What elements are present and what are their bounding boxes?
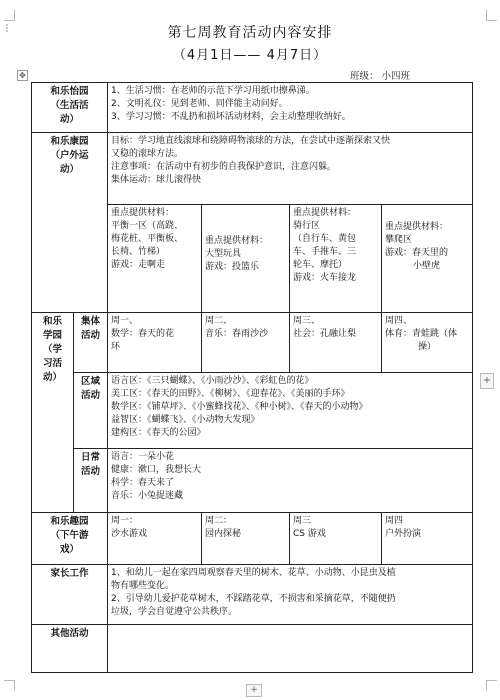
row-xueyuan-area: [32, 373, 473, 449]
row-xueyuan-daily: [32, 449, 473, 513]
sub-label-group: 集体 活动: [74, 313, 108, 373]
zone-cell: 重点提供材料： 攀爬区 游戏：春天里的 小壁虎: [382, 205, 473, 313]
zone-cell: 重点提供材料： 大型玩具 游戏：投篮乐: [202, 205, 290, 313]
parents-content: 1、和幼儿一起在家四周观察春天里的树木、花草、小动物、小昆虫及植 物有哪些变化。 2、引导幼儿爱护花草树木，不踩踏花草，不损害和采摘花草，不随便扔 垃圾，学会自觉遵守公共秩序。: [108, 565, 473, 625]
other-content: [108, 625, 473, 673]
afternoon-day-cell: 周一： 沙水游戏: [108, 513, 202, 565]
section-label-other: 其他活动: [32, 625, 108, 673]
afternoon-day-cell: 周三 CS 游戏: [290, 513, 382, 565]
afternoon-day-cell: 周四 户外扮演: [382, 513, 473, 565]
afternoon-day-cell: 周二： 园内探秘: [202, 513, 290, 565]
list-item: 3、学习习惯：不乱扔和损坏活动材料，会主动整理收纳好。: [111, 112, 351, 122]
section-label-xueyuan: 和乐 学园 （学 习活 动）: [32, 313, 74, 513]
row-quyuan: [32, 513, 473, 565]
document-title: 第七周教育活动内容安排: [167, 25, 333, 41]
list-item: 语言区：《三只蝴蝶》、《小雨沙沙》、《彩虹色的花》: [111, 376, 314, 386]
row-other: [32, 625, 473, 673]
page-corner-mark: [4, 10, 15, 21]
add-column-plus-icon[interactable]: +: [246, 684, 262, 697]
list-item: 建构区：《春天的公园》: [111, 428, 206, 438]
schedule-table: [31, 82, 473, 673]
table-move-handle-icon[interactable]: ✥: [17, 70, 28, 81]
sub-label-area: 区域 活动: [74, 373, 108, 449]
list-item: 益智区：《蝴蝶飞》、《小动物大发现》: [111, 415, 260, 425]
section-label-parents: 家长工作: [32, 565, 108, 625]
section-label-quyuan: 和乐趣园 （下午游 戏）: [32, 513, 108, 565]
zone-cell: 重点提供材料： 骑行区 （自行车、黄包 车、手推车、三 轮车、摩托） 游戏：火车接龙: [290, 205, 382, 313]
row-kangyuan-goals: [32, 133, 473, 205]
group-day-cell: 周四、 体育：青蛙跳（体 操）: [382, 313, 473, 373]
class-info: [350, 68, 480, 82]
row-yiyuan: [32, 83, 473, 133]
page-corner-mark: [4, 680, 15, 691]
group-day-cell: 周二、 音乐：春雨沙沙: [202, 313, 290, 373]
daily-content: [108, 449, 473, 513]
list-item: 语言：一朵小花: [111, 452, 175, 462]
group-day-cell: 周一、 数学：春天的花 环: [108, 313, 202, 373]
area-content: [108, 373, 473, 449]
group-day-cell: 周三、 社会：孔融让梨: [290, 313, 382, 373]
list-item: 健康：漱口，我想长大: [111, 465, 202, 475]
zone-cell: 重点提供材料： 平衡一区（高跷、 梅花桩、平衡板、 长椅、竹梯） 游戏：走啊走: [108, 205, 202, 313]
sub-label-daily: 日常 活动: [74, 449, 108, 513]
page-corner-mark: [486, 10, 497, 21]
list-item: 2、文明礼仪：见到老师、同伴能主动问好。: [111, 99, 288, 109]
yiyuan-content: [108, 83, 473, 133]
row-parents: [32, 565, 473, 625]
add-row-plus-icon[interactable]: +: [480, 373, 494, 389]
list-item: 科学：春天来了: [111, 478, 175, 488]
row-xueyuan-group: [32, 313, 473, 373]
list-item: 美工区：《春天的田野》、《柳树》、《迎春花》、《美丽的手环》: [111, 389, 350, 399]
section-label-kangyuan: 和乐康园 （户外运 动）: [32, 133, 108, 313]
class-label: 班级：: [350, 71, 379, 82]
list-item: 1、生活习惯：在老师的示范下学习用纸巾擦鼻涕。: [111, 86, 315, 96]
section-label-yiyuan: 和乐怡园 （生活活 动）: [32, 83, 108, 133]
kangyuan-goals: 目标：学习地直线滚球和绕障碍物滚球的方法，在尝试中逐渐探索又快 又稳的滚球方法。 注意事项：在活动中有初步的自我保护意识，注意闪躲。 集体运动：球儿滚得快: [108, 133, 473, 205]
page-corner-mark: [486, 680, 497, 691]
class-name: 小四班: [381, 71, 411, 82]
list-item: 音乐：小兔捉迷藏: [111, 491, 184, 501]
list-item: 数学区：《铺草坪》、《小蜜蜂找花》、《种小树》、《春天的小动物》: [111, 402, 368, 412]
document-subtitle: （4月1日—— 4月7日）: [172, 48, 328, 63]
